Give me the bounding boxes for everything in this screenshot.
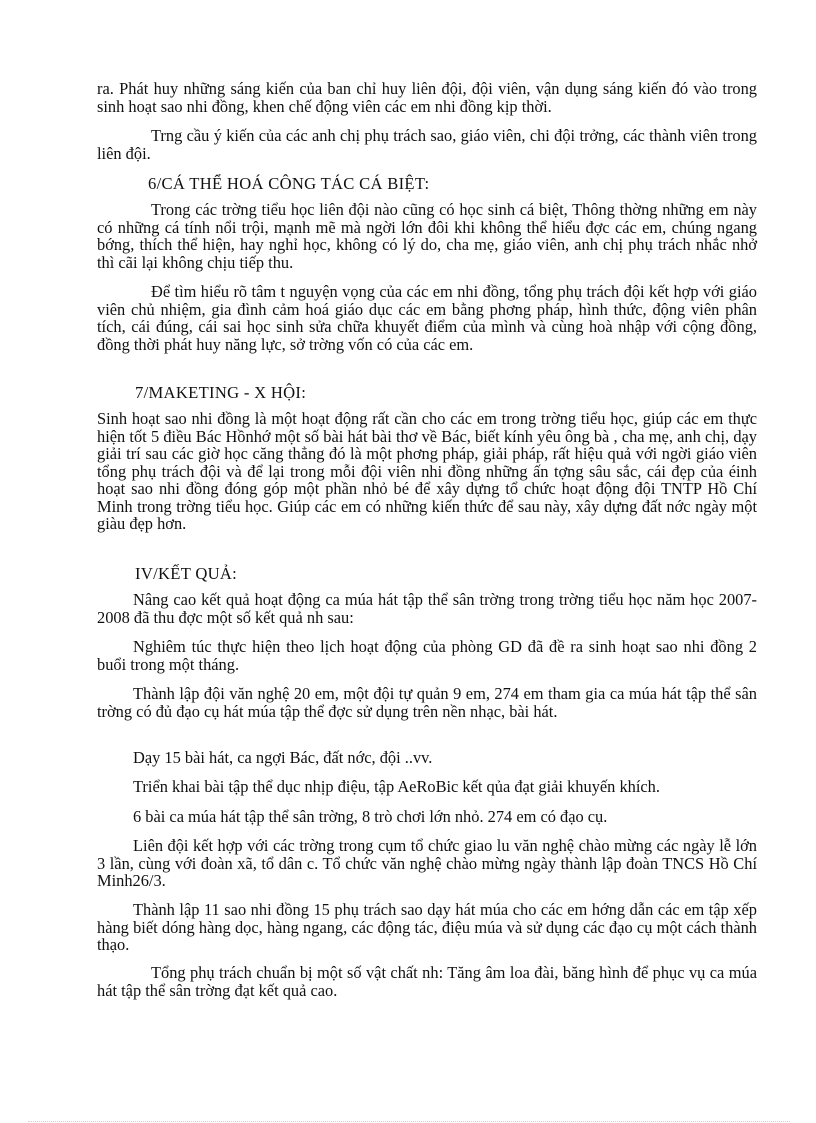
paragraph: Sinh hoạt sao nhi đồng là một hoạt động rất cần cho các em trong trờng tiểu học, giúp các em thực hiện tốt 5 điều Bác Hồnhớ một số bài hát bài thơ về Bác, biết kính yêu ông bà , cha mẹ, anh chị, dạy giải trí sau các giờ học căng thẳng đó là một phơng pháp, giải pháp, rất hiệu quả với ngời giáo viên tổng phụ trách đội và để lại trong mỗi đội viên nhi đồng những ấn tợng sâu sắc, cái đẹp của éinh hoạt sao nhi đồng đóng góp một phần nhỏ bé để xây dựng tổ chức hoạt động đội TNTP Hồ Chí Minh trong trờng tiểu học. Giúp các em có những kiến thức để sau này, xây dựng đất nớc ngày một giàu đẹp hơn. [97, 409, 757, 533]
paragraph: Thành lập đội văn nghệ 20 em, một đội tự quản 9 em, 274 em tham gia ca múa hát tập thể sân trờng có đủ đạo cụ hát múa tập thể đợc sử dụng trên nền nhạc, bài hát. [97, 684, 757, 721]
paragraph: Triển khai bài tập thể dục nhịp điệu, tập AeRoBic kết qủa đạt giải khuyến khích. [133, 777, 660, 796]
paragraph: Thành lập 11 sao nhi đồng 15 phụ trách sao dạy hát múa cho các em hớng dẫn các em tập xếp hàng biết dóng hàng dọc, hàng ngang, các động tác, điệu múa và sử dụng các đạo cụ một cách thành thạo. [97, 900, 757, 954]
paragraph: 6 bài ca múa hát tập thể sân trờng, 8 trò chơi lớn nhỏ. 274 em có đạo cụ. [133, 807, 608, 826]
paragraph: Dạy 15 bài hát, ca ngợi Bác, đất nớc, đội ..vv. [133, 748, 433, 767]
page-bottom-divider [28, 1121, 790, 1122]
paragraph: Tổng phụ trách chuẩn bị một số vật chất nh: Tăng âm loa đài, băng hình để phục vụ ca múa hát tập thể sân trờng đạt kết quả cao. [97, 963, 757, 1000]
section-heading: 6/CÁ THỂ HOÁ CÔNG TÁC CÁ BIỆT: [148, 174, 430, 193]
section-heading: IV/KẾT QUẢ: [135, 564, 238, 583]
paragraph: Trng cầu ý kiến của các anh chị phụ trách sao, giáo viên, chi đội trởng, các thành viên trong liên đội. [97, 126, 757, 163]
section-heading: 7/MAKETING - X HỘI: [135, 383, 307, 402]
paragraph: Trong các trờng tiểu học liên đội nào cũng có học sinh cá biệt, Thông thờng những em này có những cá tính nổi trội, mạnh mẽ mà ngời lớn đôi khi không thể hiểu đợc các em, chúng ngang bớng, thích thể hiện, hay nghỉ học, không có lý do, cha mẹ, giáo viên, anh chị phụ trách nhắc nhở thì cãi lại không chịu tiếp thu. [97, 200, 757, 272]
paragraph: ra. Phát huy những sáng kiến của ban chỉ huy liên đội, đội viên, vận dụng sáng kiến đó vào trong sinh hoạt sao nhi đồng, khen chế động viên các em nhi đồng kịp thời. [97, 79, 757, 116]
paragraph: Liên đội kết hợp với các trờng trong cụm tổ chức giao lu văn nghệ chào mừng các ngày lễ lớn 3 lần, cùng với đoàn xã, tổ dân c. Tổ chức văn nghệ chào mừng ngày thành lập đoàn TNCS Hồ Chí Minh26/3. [97, 836, 757, 890]
paragraph: Để tìm hiểu rõ tâm t nguyện vọng của các em nhi đồng, tổng phụ trách đội kết hợp với giáo viên chủ nhiệm, gia đình cảm hoá giáo dục các em bằng phơng pháp, hình thức, động viên phân tích, cái đúng, cái sai học sinh sửa chữa khuyết điểm của mình và cùng hoà nhập với cộng đồng, đồng thời phát huy năng lực, sở trờng vốn có của các em. [97, 282, 757, 354]
paragraph: Nâng cao kết quả hoạt động ca múa hát tập thể sân trờng trong trờng tiểu học năm học 2007-2008 đã thu đợc một số kết quả nh sau: [97, 590, 757, 627]
paragraph: Nghiêm túc thực hiện theo lịch hoạt động của phòng GD đã đề ra sinh hoạt sao nhi đồng 2 buổi trong một tháng. [97, 637, 757, 674]
